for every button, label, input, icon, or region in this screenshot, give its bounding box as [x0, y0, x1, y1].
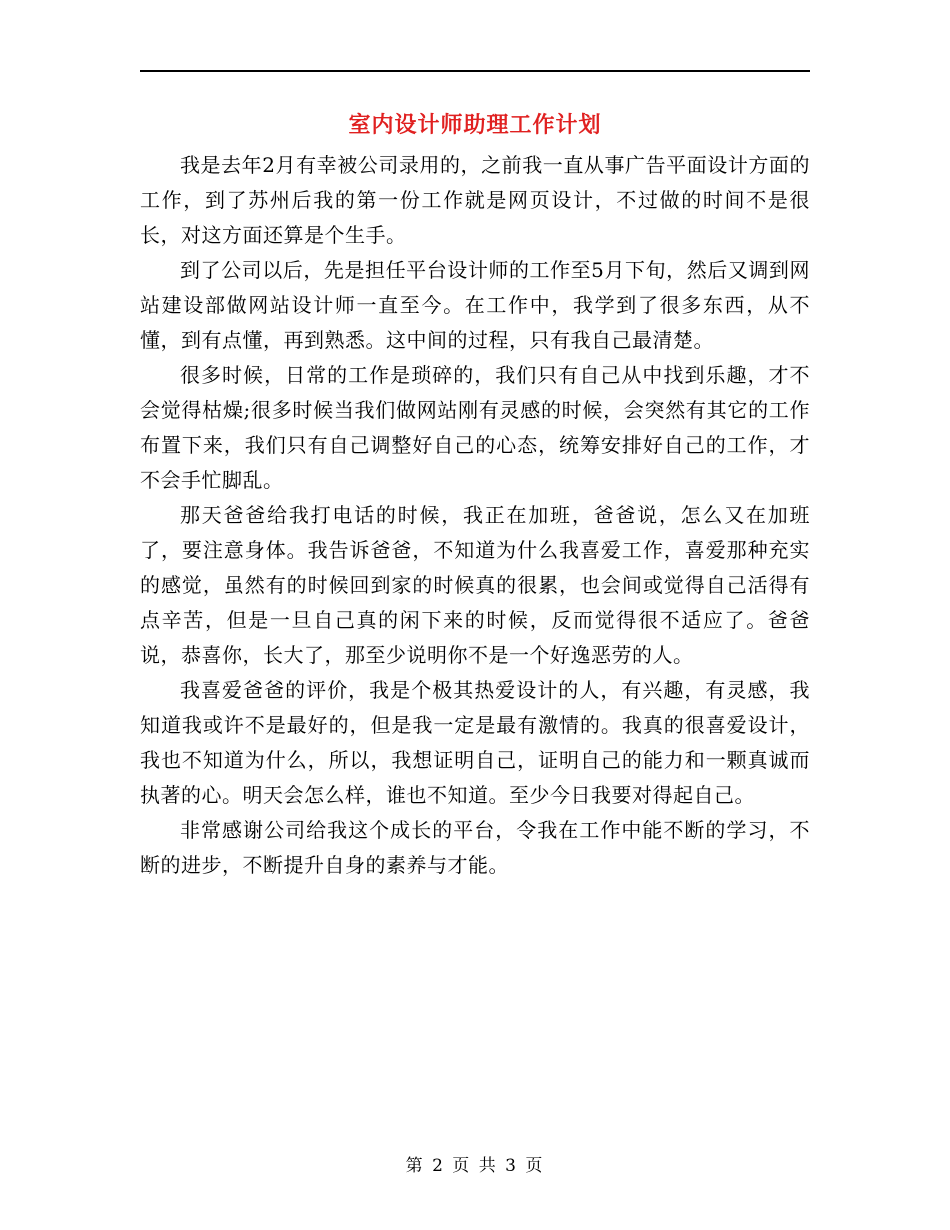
- paragraph-3: 很多时候，日常的工作是琐碎的，我们只有自己从中找到乐趣，才不会觉得枯燥;很多时候当我们做网站刚有灵感的时候，会突然有其它的工作布置下来，我们只有自己调整好自己的心态，统筹安排好自己的工作，才不会手忙脚乱。: [140, 363, 810, 492]
- page-footer: 第 2 页 共 3 页: [405, 1156, 545, 1176]
- paragraph-6: 非常感谢公司给我这个成长的平台，令我在工作中能不断的学习，不断的进步，不断提升自身的素养与才能。: [140, 818, 810, 877]
- document-body: [140, 148, 810, 883]
- paragraph-5: 我喜爱爸爸的评价，我是个极其热爱设计的人，有兴趣，有灵感，我知道我或许不是最好的，但是我一定是最有激情的。我真的很喜爱设计，我也不知道为什么，所以，我想证明自己，证明自己的能力和一颗真诚而执著的心。明天会怎么样，谁也不知道。至少今日我要对得起自己。: [140, 678, 810, 807]
- paragraph-1: 我是去年2月有幸被公司录用的，之前我一直从事广告平面设计方面的工作，到了苏州后我的第一份工作就是网页设计，不过做的时间不是很长，对这方面还算是个生手。: [140, 153, 810, 247]
- paragraph-2: 到了公司以后，先是担任平台设计师的工作至5月下旬，然后又调到网站建设部做网站设计师一直至今。在工作中，我学到了很多东西，从不懂，到有点懂，再到熟悉。这中间的过程，只有我自己最清楚。: [140, 258, 810, 352]
- header-rule: [140, 70, 810, 72]
- document-title: 室内设计师助理工作计划: [348, 112, 602, 138]
- paragraph-4: 那天爸爸给我打电话的时候，我正在加班，爸爸说，怎么又在加班了，要注意身体。我告诉爸爸，不知道为什么我喜爱工作，喜爱那种充实的感觉，虽然有的时候回到家的时候真的很累，也会间或觉得自己活得有点辛苦，但是一旦自己真的闲下来的时候，反而觉得很不适应了。爸爸说，恭喜你，长大了，那至少说明你不是一个好逸恶劳的人。: [140, 503, 810, 667]
